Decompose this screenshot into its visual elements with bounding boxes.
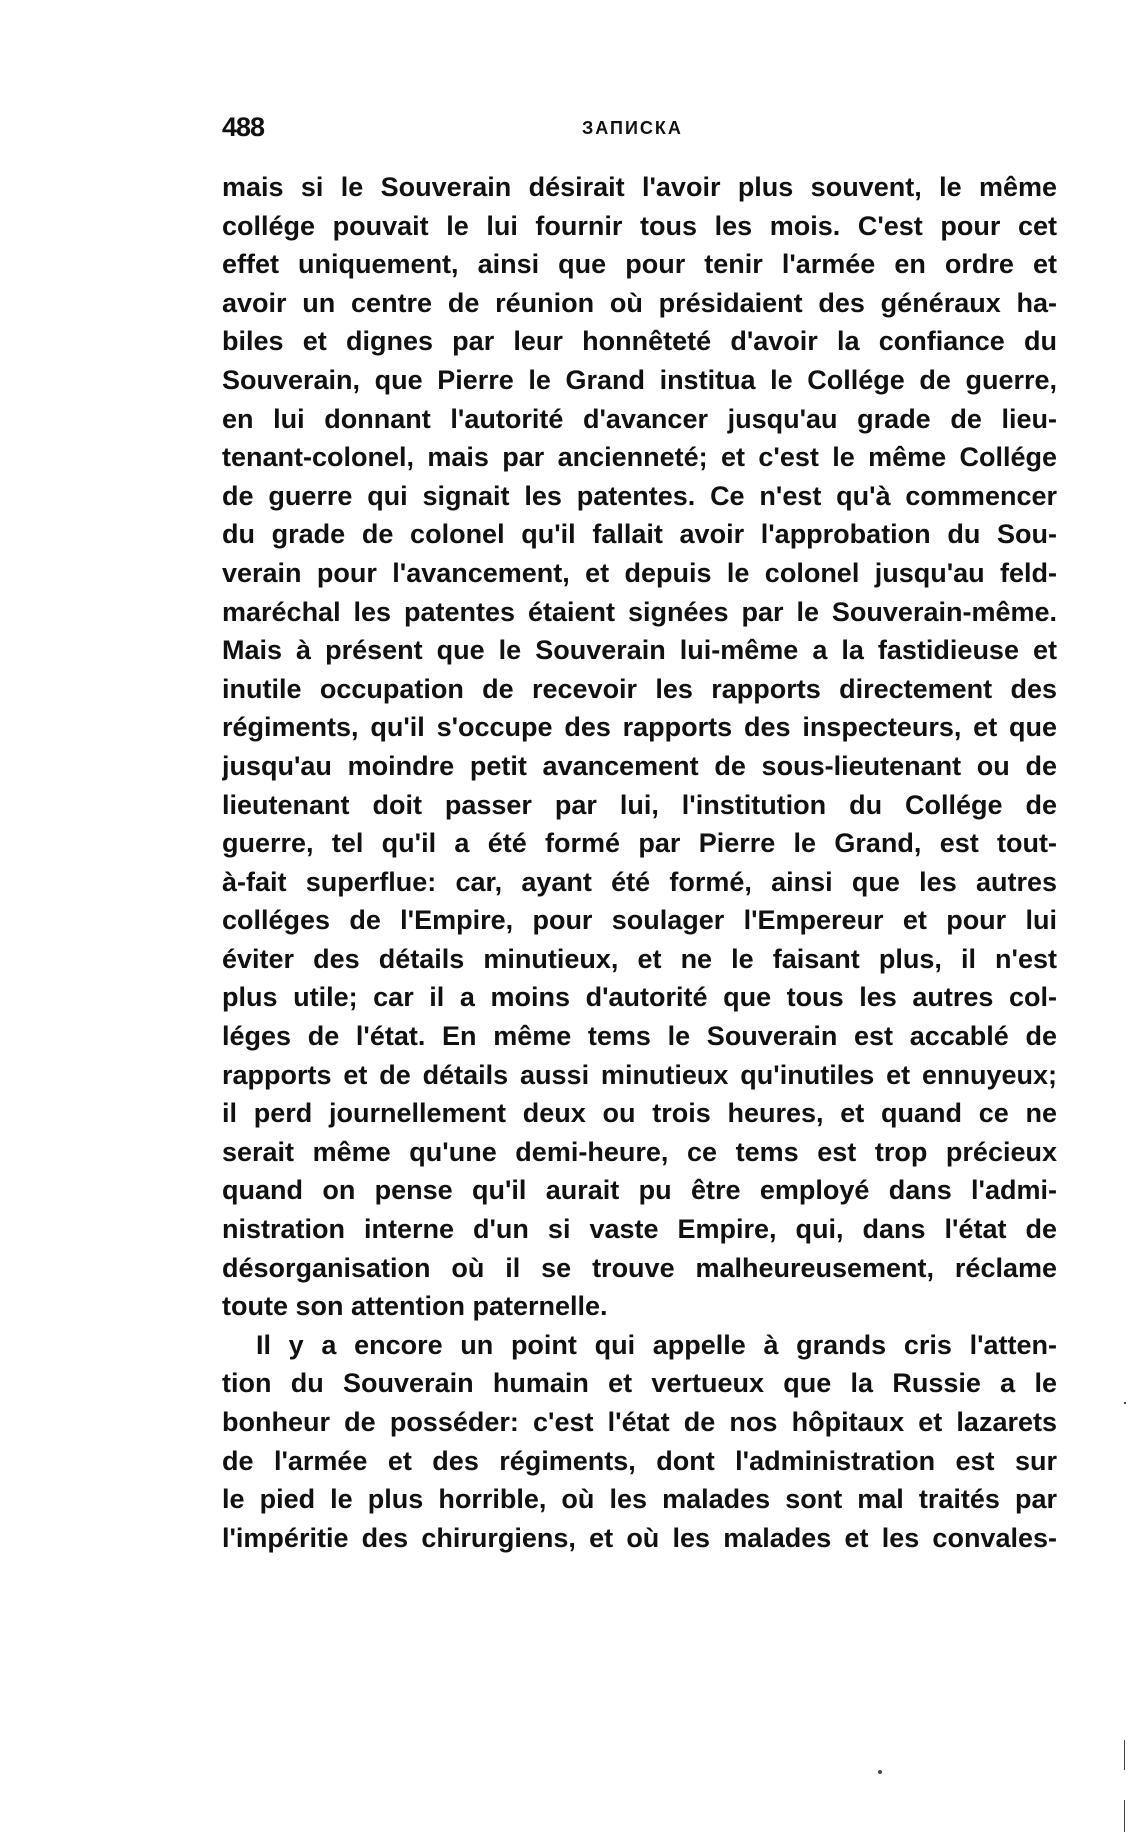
text-line: Mais à présent que le Souverain lui-même a la fastidieuse et <box>222 635 1057 666</box>
scan-speck <box>1124 1402 1126 1404</box>
text-line: lieutenant doit passer par lui, l'institution du Collége de <box>222 789 1057 820</box>
text-line: collége pouvait le lui fournir tous les mois. C'est pour cet <box>222 210 1057 241</box>
paragraph-1 <box>222 168 1057 1326</box>
scan-speck <box>878 1770 882 1774</box>
text-line: avoir un centre de réunion où présidaient des généraux ha- <box>222 287 1057 318</box>
page-header <box>222 112 1057 146</box>
text-line: désorganisation où il se trouve malheureusement, réclame <box>222 1252 1057 1283</box>
text-line: mais si le Souverain désirait l'avoir plus souvent, le même <box>222 172 1057 202</box>
text-line: rapports et de détails aussi minutieux qu'inutiles et ennuyeux; <box>222 1059 1057 1090</box>
body-text <box>222 168 1057 1557</box>
text-line: à-fait superflue: car, ayant été formé, ainsi que les autres <box>222 866 1057 897</box>
text-line: maréchal les patentes étaient signées par le Souverain-même. <box>222 596 1057 627</box>
text-line: de guerre qui signait les patentes. Ce n'est qu'à commencer <box>222 480 1057 511</box>
text-line: tion du Souverain humain et vertueux que la Russie a le <box>222 1368 1057 1399</box>
paragraph-2 <box>222 1326 1057 1558</box>
page-number: 488 <box>222 112 265 142</box>
text-line: nistration interne d'un si vaste Empire, qui, dans l'état de <box>222 1214 1057 1245</box>
text-line: léges de l'état. En même tems le Souverain est accablé de <box>222 1021 1057 1052</box>
text-line: serait même qu'une demi-heure, ce tems est trop précieux <box>222 1136 1057 1167</box>
scan-line <box>1124 1800 1125 1832</box>
running-head: ЗАПИСКА <box>582 118 683 138</box>
text-line: il perd journellement deux ou trois heures, et quand ce ne <box>222 1098 1057 1129</box>
text-line: jusqu'au moindre petit avancement de sous-lieutenant ou de <box>222 750 1057 781</box>
text-line: du grade de colonel qu'il fallait avoir l'approbation du Sou- <box>222 519 1057 550</box>
text-line: de l'armée et des régiments, dont l'administration est sur <box>222 1445 1057 1476</box>
text-line: biles et dignes par leur honnêteté d'avoir la confiance du <box>222 326 1057 357</box>
text-line: tenant-colonel, mais par ancienneté; et c'est le même Collége <box>222 442 1057 473</box>
text-line: inutile occupation de recevoir les rapports directement des <box>222 673 1057 704</box>
scan-line <box>1124 1740 1125 1770</box>
text-line: colléges de l'Empire, pour soulager l'Empereur et pour lui <box>222 905 1057 936</box>
text-line: régiments, qu'il s'occupe des rapports des inspecteurs, et que <box>222 712 1057 743</box>
text-line: l'impéritie des chirurgiens, et où les malades et les convales- <box>222 1522 1057 1553</box>
text-line: plus utile; car il a moins d'autorité que tous les autres col- <box>222 982 1057 1013</box>
text-line: guerre, tel qu'il a été formé par Pierre le Grand, est tout- <box>222 828 1057 859</box>
text-line: toute son attention paternelle. <box>222 1291 608 1322</box>
text-line: le pied le plus horrible, où les malades sont mal traités par <box>222 1484 1057 1515</box>
text-line: Il y a encore un point qui appelle à grands cris l'atten- <box>256 1329 1057 1360</box>
text-line: Souverain, que Pierre le Grand institua le Collége de guerre, <box>222 364 1057 395</box>
text-line: en lui donnant l'autorité d'avancer jusqu'au grade de lieu- <box>222 403 1057 434</box>
text-line: effet uniquement, ainsi que pour tenir l'armée en ordre et <box>222 249 1057 280</box>
text-line: verain pour l'avancement, et depuis le colonel jusqu'au feld- <box>222 557 1057 588</box>
text-line: quand on pense qu'il aurait pu être employé dans l'admi- <box>222 1175 1057 1206</box>
text-line: bonheur de posséder: c'est l'état de nos hôpitaux et lazarets <box>222 1407 1057 1437</box>
text-line: éviter des détails minutieux, et ne le faisant plus, il n'est <box>222 943 1057 974</box>
